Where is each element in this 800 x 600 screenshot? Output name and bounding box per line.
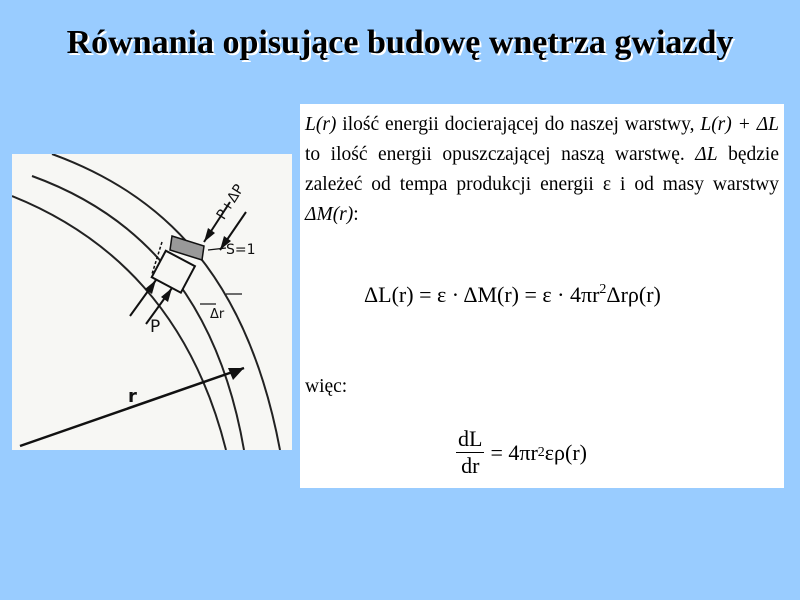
term-L-r: L(r): [305, 114, 337, 135]
derivative-fraction: [456, 426, 484, 479]
term-delta-M: ΔM(r): [305, 204, 354, 225]
equation-energy-balance: [364, 282, 724, 308]
term-delta-L: ΔL: [695, 144, 718, 165]
fraction-numerator: dL: [458, 426, 483, 451]
fraction-denominator: dr: [461, 453, 480, 478]
label-delta-r: Δr: [210, 307, 225, 322]
equation2-exponent: 2: [537, 444, 545, 460]
equation-luminosity-gradient: [456, 426, 587, 479]
text-part-3: będzie zależeć od tempa produkcji energii ε i od masy warstwy: [305, 144, 779, 195]
equation1-exponent: 2: [599, 282, 607, 297]
label-pressure-top: P+ΔP: [213, 181, 248, 223]
explanation-paragraph: [305, 110, 779, 230]
term-L-r-plus: L(r) + ΔL: [700, 114, 779, 135]
label-pressure-bottom: P: [150, 317, 161, 337]
text-part-1: ilość energii docierającej do naszej warstwy,: [336, 114, 701, 135]
equation1-lhs: ΔL(r) = ε · ΔM(r) = ε · 4πr: [364, 282, 600, 307]
formula-panel: [300, 104, 784, 488]
shell-arc-outer: [52, 154, 280, 450]
text-part-2: to ilość energii opuszczającej naszą warstwę.: [305, 144, 696, 165]
equation2-rhs-b: ερ(r): [544, 439, 587, 465]
stellar-shell-diagram: [12, 154, 292, 450]
text-part-4: :: [353, 204, 359, 225]
label-radius: r: [128, 386, 137, 407]
equation1-rhs: Δrρ(r): [606, 282, 661, 307]
radius-arrow: [20, 368, 244, 446]
equation2-rhs-a: = 4πr: [490, 439, 538, 465]
conclusion-label: więc:: [305, 376, 348, 397]
slide-title: Równania opisujące budowę wnętrza gwiazdy: [66, 24, 734, 61]
label-surface: S=1: [226, 242, 256, 258]
